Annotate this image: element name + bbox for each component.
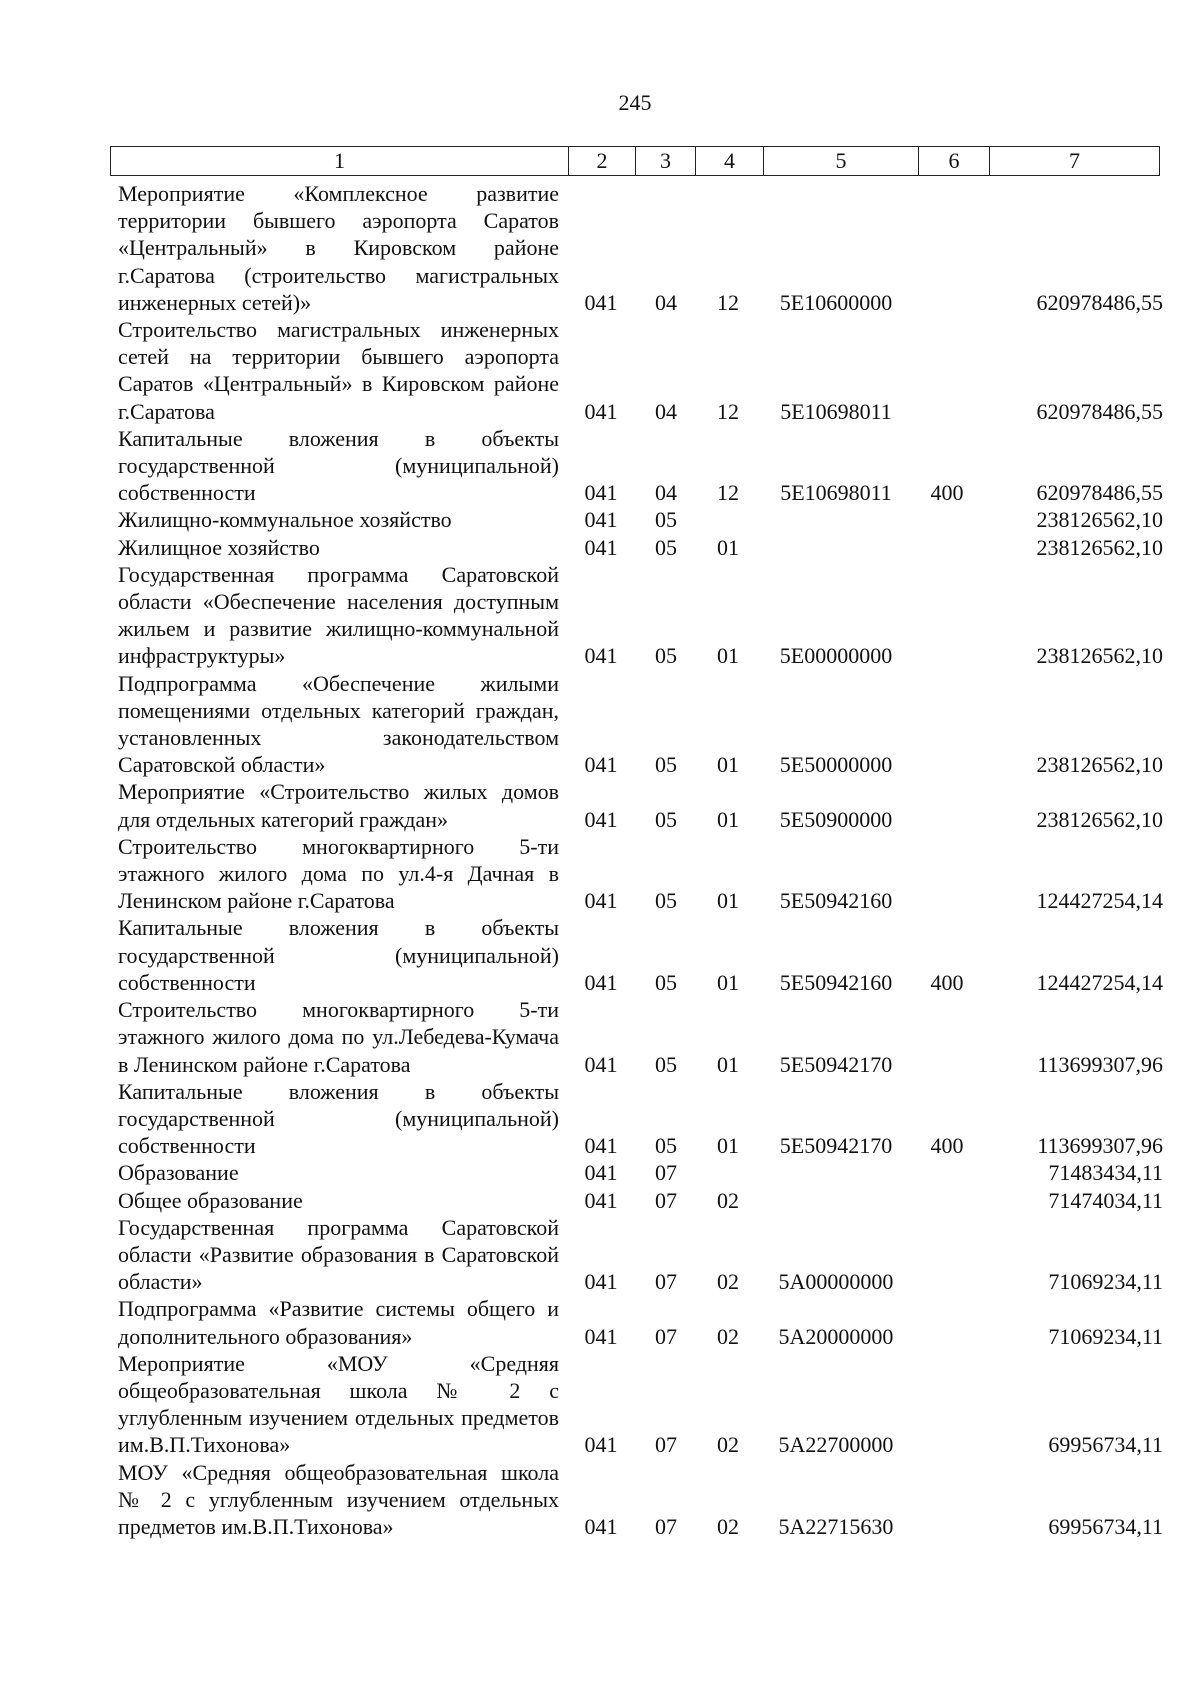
row-ministry-code: 041 (584, 1051, 618, 1077)
row-ministry-code: 041 (584, 643, 618, 669)
row-description: Строительство магистральных инженерных сетей на территории бывшего аэропорта Саратов «Центральный» в Кировском районе г.Саратова (118, 317, 559, 424)
table-row (118, 180, 1178, 316)
table-row (118, 1214, 1178, 1296)
row-section-code: 05 (655, 1133, 677, 1159)
row-subsection-code: 01 (717, 969, 739, 995)
row-ministry-code: 041 (584, 289, 618, 315)
row-ministry-code: 041 (584, 1160, 618, 1186)
row-subsection-code: 02 (717, 1432, 739, 1458)
table-row (118, 1159, 1178, 1186)
row-subsection-code: 01 (717, 643, 739, 669)
row-section-code: 07 (655, 1160, 677, 1186)
row-target-article: 5А20000000 (778, 1323, 894, 1349)
row-amount: 238126562,10 (1036, 806, 1163, 832)
header-col-1: 1 (111, 147, 569, 175)
row-target-article: 5Е50942170 (779, 1133, 893, 1159)
row-description: Жилищное хозяйство (118, 534, 320, 560)
row-section-code: 05 (655, 806, 677, 832)
header-col-2: 2 (569, 147, 636, 175)
row-amount: 71069234,11 (1048, 1323, 1163, 1349)
row-description: Строительство многоквартирного 5-ти этажного жилого дома по ул.Лебедева-Кумача в Ленинском районе г.Саратова (118, 997, 559, 1077)
row-target-article: 5Е10600000 (779, 289, 893, 315)
row-target-article: 5А22700000 (778, 1432, 894, 1458)
row-subsection-code: 02 (717, 1513, 739, 1539)
row-ministry-code: 041 (584, 806, 618, 832)
row-ministry-code: 041 (584, 534, 618, 560)
row-ministry-code: 041 (584, 1323, 618, 1349)
table-row (118, 1295, 1178, 1349)
table-row (118, 1187, 1178, 1214)
row-ministry-code: 041 (584, 480, 618, 506)
row-section-code: 07 (655, 1432, 677, 1458)
row-amount: 113699307,96 (1037, 1051, 1163, 1077)
row-amount: 69956734,11 (1048, 1513, 1163, 1539)
row-target-article: 5Е10698011 (780, 480, 892, 506)
row-section-code: 05 (655, 969, 677, 995)
row-target-article: 5Е50942170 (779, 1051, 893, 1077)
row-amount: 620978486,55 (1036, 289, 1163, 315)
row-amount: 620978486,55 (1036, 480, 1163, 506)
row-subsection-code: 12 (717, 289, 739, 315)
row-subsection-code: 01 (717, 534, 739, 560)
row-amount: 113699307,96 (1037, 1133, 1163, 1159)
row-section-code: 04 (655, 480, 677, 506)
row-expense-type: 400 (930, 1133, 964, 1159)
row-section-code: 05 (655, 534, 677, 560)
row-section-code: 05 (655, 752, 677, 778)
row-amount: 238126562,10 (1036, 534, 1163, 560)
row-description: Мероприятие «Комплексное развитие территории бывшего аэропорта Саратов «Центральный» в Кировском районе г.Саратова (строительство магистральных инженерных сетей)» (118, 181, 559, 315)
row-amount: 238126562,10 (1036, 507, 1163, 533)
table-row (118, 778, 1178, 832)
row-amount: 71474034,11 (1048, 1187, 1163, 1213)
table-row (118, 670, 1178, 779)
page-number: 245 (618, 90, 652, 115)
row-description: Подпрограмма «Развитие системы общего и дополнительного образования» (118, 1296, 559, 1349)
row-description: МОУ «Средняя общеобразовательная школа № 2 с углубленным изучением отдельных предметов им.В.П.Тихонова» (118, 1459, 559, 1539)
row-amount: 71483434,11 (1048, 1160, 1163, 1186)
row-amount: 238126562,10 (1036, 752, 1163, 778)
row-description: Образование (118, 1160, 239, 1186)
row-amount: 69956734,11 (1048, 1432, 1163, 1458)
row-subsection-code: 02 (717, 1323, 739, 1349)
row-section-code: 07 (655, 1187, 677, 1213)
table-header (110, 146, 1160, 176)
row-ministry-code: 041 (584, 1432, 618, 1458)
row-ministry-code: 041 (584, 888, 618, 914)
row-ministry-code: 041 (584, 969, 618, 995)
row-subsection-code: 01 (717, 888, 739, 914)
table-row (118, 506, 1178, 533)
row-description: Мероприятие «Строительство жилых домов для отдельных категорий граждан» (118, 779, 559, 832)
table-row (118, 1078, 1178, 1160)
row-ministry-code: 041 (584, 1187, 618, 1213)
row-subsection-code: 01 (717, 806, 739, 832)
row-section-code: 04 (655, 289, 677, 315)
row-section-code: 04 (655, 398, 677, 424)
row-target-article: 5Е10698011 (780, 398, 892, 424)
table-row (118, 425, 1178, 507)
row-description: Мероприятие «МОУ «Средняя общеобразовательная школа № 2 с углубленным изучением отдельных предметов им.В.П.Тихонова» (118, 1350, 559, 1458)
row-target-article: 5Е00000000 (779, 643, 893, 669)
row-ministry-code: 041 (584, 1513, 618, 1539)
row-description: Жилищно-коммунальное хозяйство (118, 507, 452, 533)
table-row (118, 914, 1178, 996)
row-subsection-code: 01 (717, 752, 739, 778)
table-row (118, 996, 1178, 1078)
row-section-code: 07 (655, 1513, 677, 1539)
row-amount: 238126562,10 (1036, 643, 1163, 669)
row-amount: 71069234,11 (1048, 1269, 1163, 1295)
row-ministry-code: 041 (584, 1269, 618, 1295)
table-row (118, 1350, 1178, 1459)
header-col-3: 3 (636, 147, 696, 175)
table-row (118, 316, 1178, 425)
row-amount: 124427254,14 (1036, 969, 1163, 995)
header-col-4: 4 (696, 147, 764, 175)
row-description: Капитальные вложения в объекты государственной (муниципальной) собственности (118, 425, 559, 506)
row-subsection-code: 02 (717, 1269, 739, 1295)
row-subsection-code: 12 (717, 480, 739, 506)
table-body (118, 180, 1178, 1540)
row-ministry-code: 041 (584, 398, 618, 424)
table-row (118, 1459, 1178, 1541)
row-ministry-code: 041 (584, 1133, 618, 1159)
row-target-article: 5А00000000 (778, 1269, 894, 1295)
row-subsection-code: 01 (717, 1133, 739, 1159)
header-col-6: 6 (919, 147, 990, 175)
row-description: Государственная программа Саратовской области «Развитие образования в Саратовской области» (118, 1214, 559, 1295)
row-amount: 620978486,55 (1036, 398, 1163, 424)
row-section-code: 05 (655, 507, 677, 533)
row-description: Капитальные вложения в объекты государственной (муниципальной) собственности (118, 915, 559, 995)
row-target-article: 5Е50942160 (779, 969, 893, 995)
row-expense-type: 400 (930, 480, 964, 506)
row-section-code: 07 (655, 1323, 677, 1349)
table-row (118, 561, 1178, 670)
row-subsection-code: 12 (717, 398, 739, 424)
row-description: Общее образование (118, 1187, 303, 1213)
row-target-article: 5Е50942160 (779, 888, 893, 914)
table-row (118, 534, 1178, 561)
row-section-code: 05 (655, 888, 677, 914)
row-section-code: 05 (655, 1051, 677, 1077)
row-description: Капитальные вложения в объекты государственной (муниципальной) собственности (118, 1078, 559, 1159)
row-description: Подпрограмма «Обеспечение жилыми помещениями отдельных категорий граждан, установленных законодательством Саратовской области» (118, 670, 559, 778)
header-col-5: 5 (764, 147, 919, 175)
row-target-article: 5А22715630 (778, 1513, 894, 1539)
row-ministry-code: 041 (584, 752, 618, 778)
header-col-7: 7 (1069, 148, 1080, 173)
row-target-article: 5Е50900000 (779, 806, 893, 832)
row-expense-type: 400 (930, 969, 964, 995)
row-amount: 124427254,14 (1036, 888, 1163, 914)
row-section-code: 05 (655, 643, 677, 669)
row-target-article: 5Е50000000 (779, 752, 893, 778)
row-ministry-code: 041 (584, 507, 618, 533)
row-section-code: 07 (655, 1269, 677, 1295)
table-row (118, 833, 1178, 915)
row-subsection-code: 01 (717, 1051, 739, 1077)
row-description: Строительство многоквартирного 5-ти этажного жилого дома по ул.4-я Дачная в Ленинском районе г.Саратова (118, 833, 559, 914)
row-description: Государственная программа Саратовской области «Обеспечение населения доступным жильем и развитие жилищно-коммунальной инфраструктуры» (118, 561, 559, 669)
row-subsection-code: 02 (717, 1187, 739, 1213)
